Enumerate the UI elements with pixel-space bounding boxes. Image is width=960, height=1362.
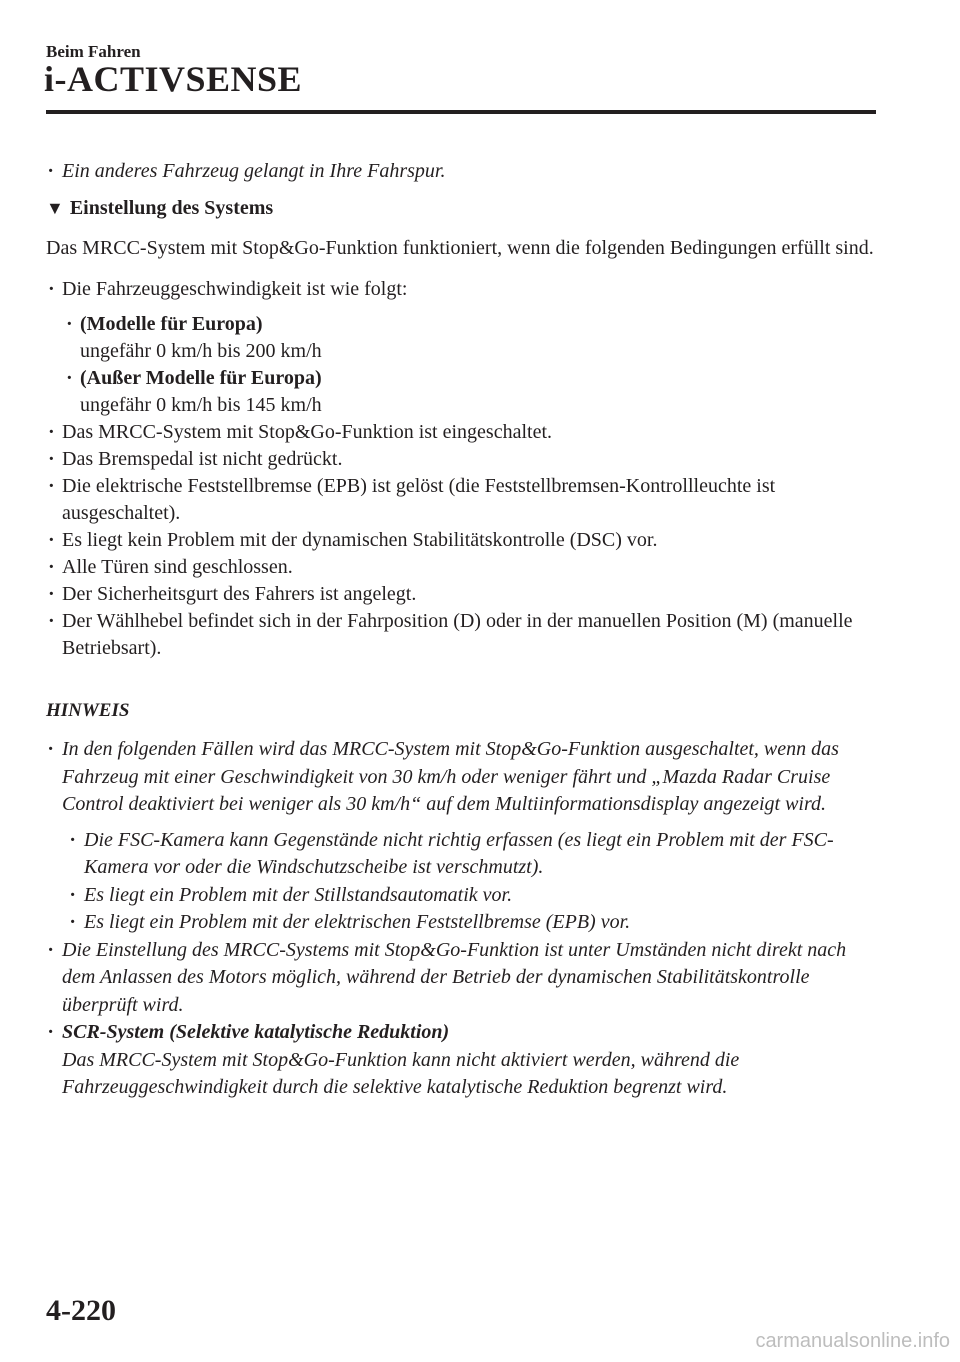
header-rule [46, 110, 876, 114]
condition-item: · Alle Türen sind geschlossen. [46, 554, 876, 581]
note-sub-list [68, 827, 876, 937]
condition-item: · Das MRCC-System mit Stop&Go-Funktion ist eingeschaltet. [46, 419, 876, 446]
page-number: 4-220 [46, 1294, 116, 1327]
page-content [46, 158, 876, 1102]
note-label: HINWEIS [46, 700, 130, 721]
section-heading [46, 195, 876, 222]
note-item: · Die Einstellung des MRCC-Systems mit Stop&Go-Funktion ist unter Umständen nicht direkt nach dem Anlassen des Motors möglich, während der Betrieb der dynamischen Stabilitätskontrolle überprüft wird. [46, 937, 876, 1020]
condition-item: · Der Wählhebel befindet sich in der Fahrposition (D) oder in der manuellen Position (M) (manuelle Betriebsart). [46, 608, 876, 662]
condition-item: · Das Bremspedal ist nicht gedrückt. [46, 446, 876, 473]
speed-europe-value: ungefähr 0 km/h bis 200 km/h [80, 340, 322, 362]
note-sub-item: · Es liegt ein Problem mit der elektrischen Feststellbremse (EPB) vor. [68, 909, 876, 937]
note-item-scr-text: Das MRCC-System mit Stop&Go-Funktion kann nicht aktiviert werden, während die Fahrzeuggeschwindigkeit durch die selektive katalytische Reduktion begrenzt wird. [62, 1048, 740, 1098]
speed-non-europe-label: · (Außer Modelle für Europa) [64, 365, 876, 392]
speed-europe [64, 311, 876, 365]
section-label: Beim Fahren [46, 42, 141, 61]
condition-item: · Die elektrische Feststellbremse (EPB) ist gelöst (die Feststellbremsen-Kontrollleuchte ist ausgeschaltet). [46, 473, 876, 527]
speed-non-europe [64, 365, 876, 419]
note-sub-item: · Die FSC-Kamera kann Gegenstände nicht richtig erfassen (es liegt ein Problem mit der FSC-Kamera vor oder die Windschutzscheibe ist verschmutzt). [68, 827, 876, 882]
chapter-title: i-ACTIVSENSE [44, 59, 303, 99]
condition-item: · Es liegt kein Problem mit der dynamischen Stabilitätskontrolle (DSC) vor. [46, 527, 876, 554]
note-item: · In den folgenden Fällen wird das MRCC-System mit Stop&Go-Funktion ausgeschaltet, wenn das Fahrzeug mit einer Geschwindigkeit von 30 km/h oder weniger fährt und „Mazda Radar Cruise Control deaktiviert bei weniger als 30 km/h“ auf dem Multiinformationsdisplay angezeigt wird. [46, 736, 876, 819]
condition-item: · Der Sicherheitsgurt des Fahrers ist angelegt. [46, 581, 876, 608]
triangle-down-icon: ▼ [46, 198, 64, 218]
watermark: carmanualsonline.info [755, 1330, 950, 1352]
intro-bullet: · Ein anderes Fahrzeug gelangt in Ihre Fahrspur. [46, 158, 876, 185]
intro-paragraph: Das MRCC-System mit Stop&Go-Funktion funktioniert, wenn die folgenden Bedingungen erfüllt sind. [46, 237, 874, 259]
section-heading-title: Einstellung des Systems [69, 197, 274, 219]
note-item-scr [46, 1019, 876, 1102]
speed-non-europe-value: ungefähr 0 km/h bis 145 km/h [80, 394, 322, 416]
note-item-scr-title: · SCR-System (Selektive katalytische Reduktion) [62, 1021, 450, 1043]
speed-europe-label: · (Modelle für Europa) [64, 311, 876, 338]
condition-speed: · Die Fahrzeuggeschwindigkeit ist wie folgt: [46, 276, 876, 303]
note-block [46, 736, 876, 1102]
note-sub-item: · Es liegt ein Problem mit der Stillstandsautomatik vor. [68, 882, 876, 910]
